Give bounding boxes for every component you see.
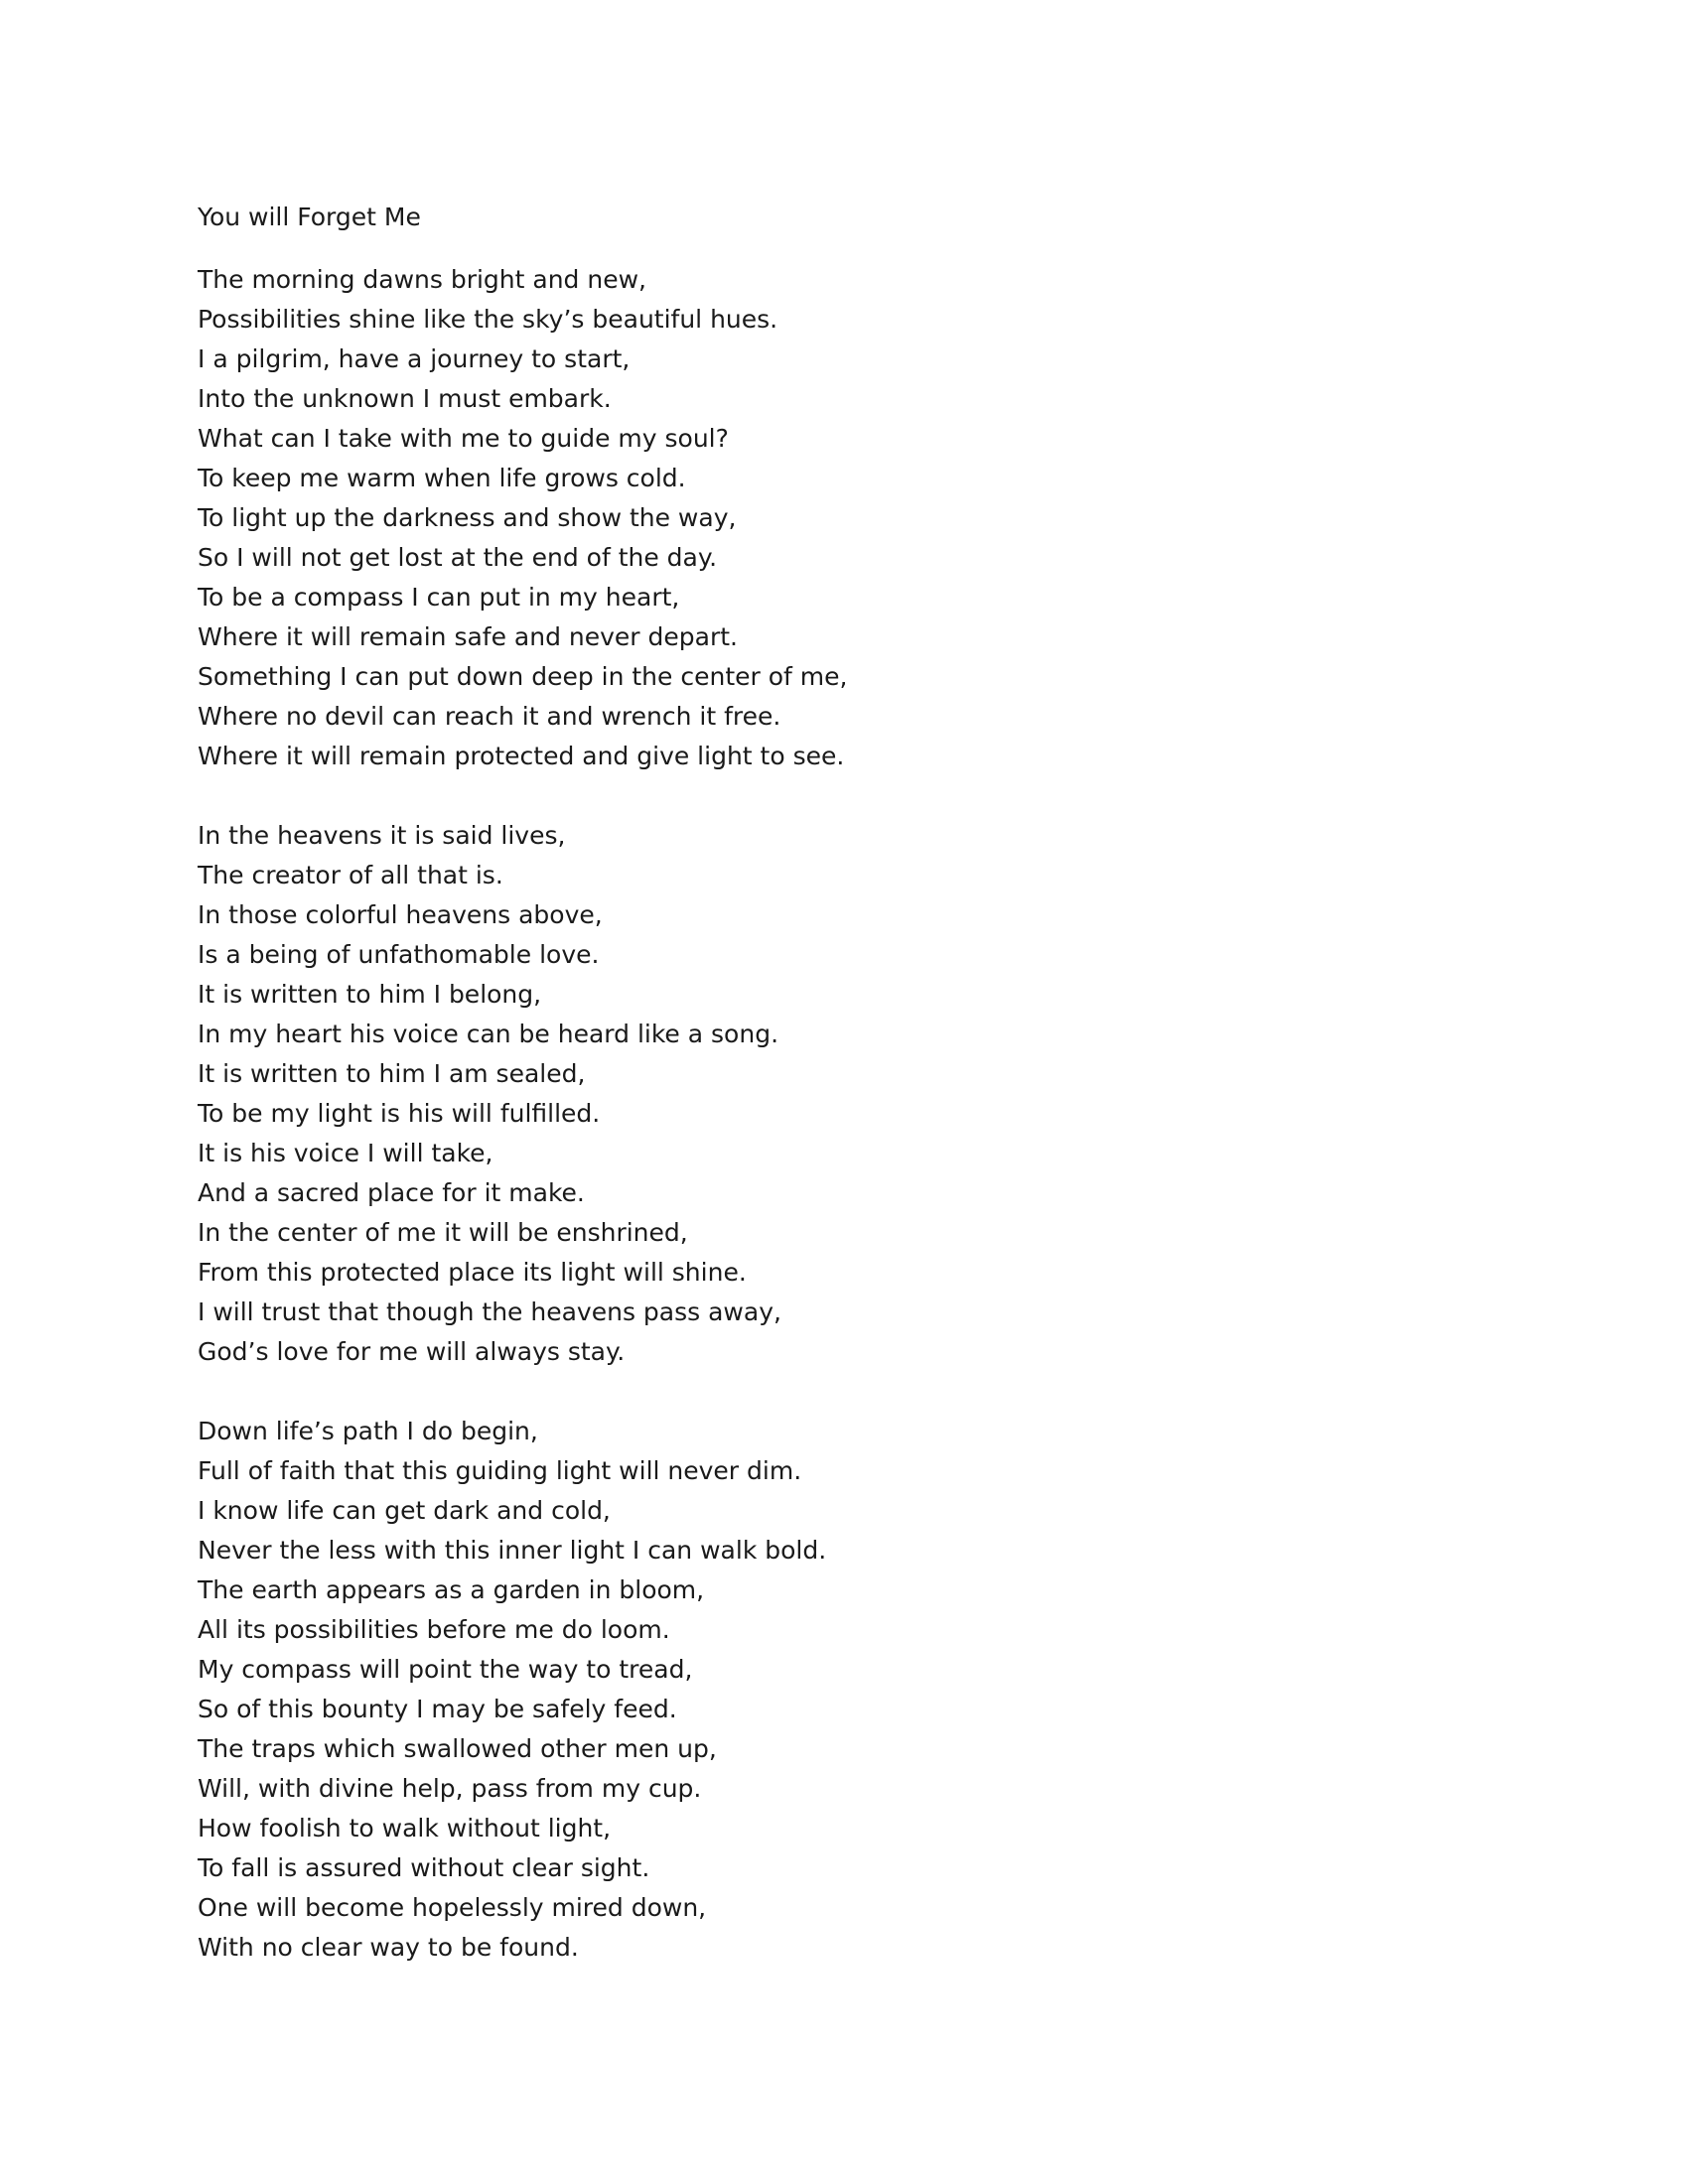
poem-line: To fall is assured without clear sight. [198, 1853, 650, 1882]
poem-line: I know life can get dark and cold, [198, 1496, 611, 1525]
poem-line: The creator of all that is. [198, 861, 503, 889]
poem-line: So I will not get lost at the end of the day. [198, 543, 718, 572]
stanza-2 [198, 816, 1488, 1372]
poem-line: How foolish to walk without light, [198, 1814, 612, 1843]
poem-line: Where no devil can reach it and wrench it free. [198, 702, 781, 731]
poem-line: Is a being of unfathomable love. [198, 940, 600, 969]
poem-line: What can I take with me to guide my soul? [198, 424, 729, 453]
poem-line: Never the less with this inner light I can walk bold. [198, 1536, 827, 1565]
stanza-1 [198, 260, 1488, 776]
poem [198, 198, 1488, 1968]
poem-line: It is written to him I am sealed, [198, 1059, 586, 1088]
poem-line: Possibilities shine like the sky’s beautiful hues. [198, 305, 778, 334]
poem-line: Into the unknown I must embark. [198, 384, 612, 413]
poem-line: I will trust that though the heavens pass away, [198, 1297, 781, 1326]
poem-line: Full of faith that this guiding light will never dim. [198, 1456, 802, 1485]
poem-line: It is his voice I will take, [198, 1139, 493, 1167]
poem-line: To light up the darkness and show the way, [198, 503, 737, 532]
poem-line: My compass will point the way to tread, [198, 1655, 693, 1684]
stanza-3 [198, 1412, 1488, 1968]
poem-line: Where it will remain protected and give light to see. [198, 742, 845, 770]
poem-line: Where it will remain safe and never depart. [198, 622, 738, 651]
poem-line: All its possibilities before me do loom. [198, 1615, 670, 1644]
poem-line: And a sacred place for it make. [198, 1178, 585, 1207]
poem-line: In those colorful heavens above, [198, 900, 603, 929]
poem-title: You will Forget Me [198, 203, 421, 231]
poem-line: One will become hopelessly mired down, [198, 1893, 707, 1922]
poem-line: To keep me warm when life grows cold. [198, 464, 686, 492]
poem-line: From this protected place its light will shine. [198, 1258, 747, 1287]
poem-line: So of this bounty I may be safely feed. [198, 1695, 677, 1723]
poem-line: To be a compass I can put in my heart, [198, 583, 680, 612]
poem-line: Down life’s path I do begin, [198, 1417, 538, 1445]
poem-line: In the heavens it is said lives, [198, 821, 566, 850]
poem-line: Will, with divine help, pass from my cup. [198, 1774, 702, 1803]
poem-line: I a pilgrim, have a journey to start, [198, 344, 631, 373]
poem-line: To be my light is his will fulfilled. [198, 1099, 601, 1128]
poem-line: God’s love for me will always stay. [198, 1337, 626, 1366]
poem-line: The morning dawns bright and new, [198, 265, 646, 294]
poem-line: Something I can put down deep in the center of me, [198, 662, 848, 691]
poem-line: In my heart his voice can be heard like a song. [198, 1020, 779, 1048]
poem-line: In the center of me it will be enshrined, [198, 1218, 688, 1247]
poem-line: With no clear way to be found. [198, 1933, 579, 1962]
poem-line: It is written to him I belong, [198, 980, 542, 1009]
poem-line: The earth appears as a garden in bloom, [198, 1575, 705, 1604]
poem-line: The traps which swallowed other men up, [198, 1734, 717, 1763]
